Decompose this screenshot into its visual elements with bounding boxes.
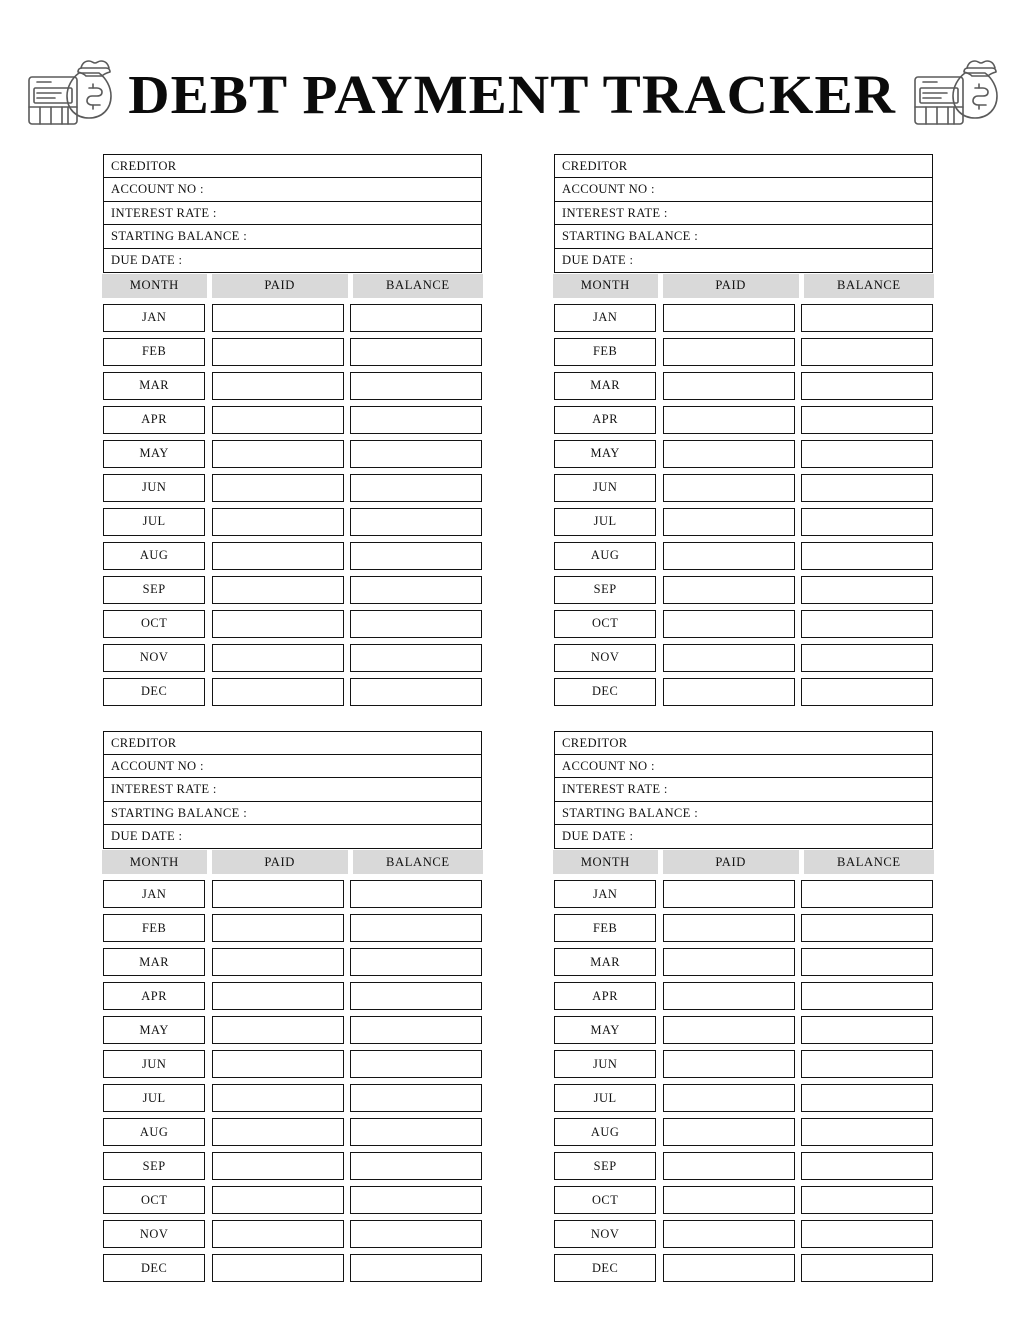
balance-input-cell[interactable]	[350, 914, 482, 942]
paid-input-cell[interactable]	[663, 406, 795, 434]
paid-input-cell[interactable]	[663, 440, 795, 468]
paid-input-cell[interactable]	[663, 1152, 795, 1180]
due-date-field[interactable]	[554, 824, 933, 849]
balance-input-cell[interactable]	[801, 1254, 933, 1282]
table-row	[103, 982, 482, 1010]
month-cell: OCT	[554, 1186, 656, 1214]
paid-input-cell[interactable]	[663, 474, 795, 502]
table-row	[103, 1186, 482, 1214]
month-cell: DEC	[103, 678, 205, 706]
table-row	[103, 914, 482, 942]
tracker-blocks	[103, 154, 933, 1282]
table-row	[103, 1152, 482, 1180]
tracker-block-row-bottom	[103, 731, 933, 1283]
month-cell: SEP	[554, 576, 656, 604]
paid-input-cell[interactable]	[212, 542, 344, 570]
creditor-info-fields	[103, 154, 482, 273]
balance-input-cell[interactable]	[801, 338, 933, 366]
balance-input-cell[interactable]	[801, 474, 933, 502]
table-row	[103, 576, 482, 604]
paid-input-cell[interactable]	[663, 610, 795, 638]
month-cell: JUL	[554, 508, 656, 536]
month-cell: AUG	[554, 542, 656, 570]
paid-input-cell[interactable]	[212, 948, 344, 976]
tracker-block-1	[103, 154, 482, 706]
month-cell: MAR	[554, 948, 656, 976]
balance-input-cell[interactable]	[350, 948, 482, 976]
table-row	[554, 338, 933, 366]
table-row	[554, 508, 933, 536]
month-cell: DEC	[554, 678, 656, 706]
account-no-field[interactable]	[554, 177, 933, 202]
due-date-label: DUE DATE :	[111, 829, 183, 844]
paid-input-cell[interactable]	[663, 948, 795, 976]
due-date-field[interactable]	[554, 248, 933, 273]
paid-input-cell[interactable]	[663, 1118, 795, 1146]
starting-balance-field[interactable]	[103, 801, 482, 826]
balance-input-cell[interactable]	[350, 508, 482, 536]
account-no-field[interactable]	[103, 177, 482, 202]
paid-input-cell[interactable]	[663, 508, 795, 536]
page-header	[0, 48, 1024, 140]
month-cell: JUN	[103, 474, 205, 502]
creditor-field[interactable]	[554, 154, 933, 179]
table-header-row	[553, 850, 934, 874]
paid-input-cell[interactable]	[663, 1016, 795, 1044]
interest-rate-label: INTEREST RATE :	[562, 782, 668, 797]
creditor-info-fields	[554, 154, 933, 273]
creditor-info-fields	[103, 731, 482, 850]
balance-input-cell[interactable]	[801, 542, 933, 570]
month-cell: NOV	[554, 644, 656, 672]
table-row	[103, 542, 482, 570]
month-cell: FEB	[554, 914, 656, 942]
balance-input-cell[interactable]	[350, 406, 482, 434]
balance-input-cell[interactable]	[350, 1254, 482, 1282]
creditor-label: CREDITOR	[562, 735, 628, 750]
account-no-label: ACCOUNT NO :	[562, 182, 655, 197]
interest-rate-label: INTEREST RATE :	[111, 782, 217, 797]
account-no-label: ACCOUNT NO :	[111, 759, 204, 774]
balance-input-cell[interactable]	[350, 474, 482, 502]
starting-balance-field[interactable]	[554, 801, 933, 826]
money-bag-invoice-icon	[21, 55, 117, 133]
table-row	[554, 644, 933, 672]
column-header-paid: PAID	[212, 274, 348, 298]
table-row	[103, 1220, 482, 1248]
paid-input-cell[interactable]	[212, 1118, 344, 1146]
month-cell: APR	[103, 982, 205, 1010]
table-row	[554, 1254, 933, 1282]
balance-input-cell[interactable]	[801, 576, 933, 604]
column-header-paid: PAID	[663, 274, 799, 298]
month-cell: JUN	[554, 1050, 656, 1078]
balance-input-cell[interactable]	[350, 440, 482, 468]
paid-input-cell[interactable]	[212, 440, 344, 468]
table-row	[103, 678, 482, 706]
balance-input-cell[interactable]	[350, 1084, 482, 1112]
interest-rate-field[interactable]	[103, 777, 482, 802]
table-row	[103, 508, 482, 536]
balance-input-cell[interactable]	[801, 644, 933, 672]
month-cell: APR	[554, 982, 656, 1010]
month-cell: MAY	[554, 440, 656, 468]
table-header-row	[102, 850, 483, 874]
table-row	[554, 1016, 933, 1044]
column-header-month: MONTH	[102, 274, 207, 298]
starting-balance-field[interactable]	[103, 224, 482, 249]
paid-input-cell[interactable]	[663, 542, 795, 570]
balance-input-cell[interactable]	[801, 948, 933, 976]
balance-input-cell[interactable]	[350, 1152, 482, 1180]
table-row	[103, 644, 482, 672]
balance-input-cell[interactable]	[801, 372, 933, 400]
paid-input-cell[interactable]	[663, 1186, 795, 1214]
month-cell: OCT	[103, 1186, 205, 1214]
balance-input-cell[interactable]	[801, 610, 933, 638]
table-row	[103, 440, 482, 468]
starting-balance-label: STARTING BALANCE :	[111, 805, 248, 820]
balance-input-cell[interactable]	[801, 914, 933, 942]
paid-input-cell[interactable]	[663, 982, 795, 1010]
table-row	[554, 610, 933, 638]
month-cell: MAY	[103, 440, 205, 468]
balance-input-cell[interactable]	[350, 644, 482, 672]
paid-input-cell[interactable]	[663, 1220, 795, 1248]
starting-balance-label: STARTING BALANCE :	[562, 805, 699, 820]
tracker-block-row-top	[103, 154, 933, 706]
balance-input-cell[interactable]	[801, 440, 933, 468]
month-cell: NOV	[103, 644, 205, 672]
account-no-field[interactable]	[554, 754, 933, 779]
month-cell: OCT	[103, 610, 205, 638]
month-cell: JUL	[103, 508, 205, 536]
paid-input-cell[interactable]	[212, 610, 344, 638]
table-row	[554, 542, 933, 570]
balance-input-cell[interactable]	[801, 880, 933, 908]
paid-input-cell[interactable]	[663, 304, 795, 332]
month-cell: SEP	[103, 1152, 205, 1180]
starting-balance-label: STARTING BALANCE :	[111, 229, 248, 244]
table-row	[103, 304, 482, 332]
month-cell: SEP	[554, 1152, 656, 1180]
column-header-month: MONTH	[553, 850, 658, 874]
month-cell: JAN	[103, 880, 205, 908]
money-bag-invoice-icon	[907, 55, 1003, 133]
balance-input-cell[interactable]	[350, 610, 482, 638]
paid-input-cell[interactable]	[212, 304, 344, 332]
balance-input-cell[interactable]	[801, 304, 933, 332]
balance-input-cell[interactable]	[801, 508, 933, 536]
creditor-label: CREDITOR	[562, 159, 628, 173]
account-no-field[interactable]	[103, 754, 482, 779]
balance-input-cell[interactable]	[801, 406, 933, 434]
month-cell: MAR	[103, 948, 205, 976]
paid-input-cell[interactable]	[663, 678, 795, 706]
balance-input-cell[interactable]	[801, 1050, 933, 1078]
paid-input-cell[interactable]	[663, 1050, 795, 1078]
balance-input-cell[interactable]	[801, 1220, 933, 1248]
balance-input-cell[interactable]	[350, 542, 482, 570]
balance-input-cell[interactable]	[350, 372, 482, 400]
paid-input-cell[interactable]	[663, 1084, 795, 1112]
balance-input-cell[interactable]	[350, 678, 482, 706]
paid-input-cell[interactable]	[663, 372, 795, 400]
month-cell: JAN	[554, 880, 656, 908]
month-cell: DEC	[103, 1254, 205, 1282]
balance-input-cell[interactable]	[350, 1186, 482, 1214]
paid-input-cell[interactable]	[663, 1254, 795, 1282]
month-cell: FEB	[103, 338, 205, 366]
column-header-balance: BALANCE	[804, 274, 934, 298]
table-row	[103, 406, 482, 434]
interest-rate-label: INTEREST RATE :	[111, 205, 217, 220]
table-row	[103, 1016, 482, 1044]
month-cell: AUG	[103, 542, 205, 570]
balance-input-cell[interactable]	[350, 982, 482, 1010]
due-date-label: DUE DATE :	[111, 252, 183, 267]
table-row	[554, 576, 933, 604]
table-row	[554, 914, 933, 942]
balance-input-cell[interactable]	[801, 982, 933, 1010]
paid-input-cell[interactable]	[212, 1220, 344, 1248]
table-row	[103, 1084, 482, 1112]
paid-input-cell[interactable]	[212, 644, 344, 672]
balance-input-cell[interactable]	[801, 1016, 933, 1044]
table-row	[554, 1050, 933, 1078]
table-row	[554, 474, 933, 502]
month-cell: MAR	[554, 372, 656, 400]
balance-input-cell[interactable]	[350, 338, 482, 366]
column-header-month: MONTH	[102, 850, 207, 874]
balance-input-cell[interactable]	[801, 1152, 933, 1180]
table-row	[103, 948, 482, 976]
table-row	[554, 1152, 933, 1180]
month-cell: NOV	[554, 1220, 656, 1248]
creditor-field[interactable]	[103, 731, 482, 756]
paid-input-cell[interactable]	[212, 338, 344, 366]
balance-input-cell[interactable]	[801, 678, 933, 706]
paid-input-cell[interactable]	[212, 406, 344, 434]
balance-input-cell[interactable]	[350, 576, 482, 604]
due-date-label: DUE DATE :	[562, 252, 634, 267]
table-row	[554, 1118, 933, 1146]
table-row	[103, 1254, 482, 1282]
column-header-balance: BALANCE	[353, 274, 483, 298]
table-row	[554, 948, 933, 976]
month-cell: JAN	[554, 304, 656, 332]
month-cell: MAY	[554, 1016, 656, 1044]
creditor-info-fields	[554, 731, 933, 850]
table-row	[103, 880, 482, 908]
table-row	[554, 406, 933, 434]
table-row	[554, 1084, 933, 1112]
tracker-block-3	[103, 731, 482, 1283]
column-header-paid: PAID	[663, 850, 799, 874]
month-cell: MAY	[103, 1016, 205, 1044]
balance-input-cell[interactable]	[350, 304, 482, 332]
paid-input-cell[interactable]	[212, 372, 344, 400]
balance-input-cell[interactable]	[801, 1084, 933, 1112]
due-date-label: DUE DATE :	[562, 829, 634, 844]
paid-input-cell[interactable]	[212, 1152, 344, 1180]
month-cell: FEB	[103, 914, 205, 942]
table-header-row	[553, 274, 934, 298]
month-cell: OCT	[554, 610, 656, 638]
balance-input-cell[interactable]	[350, 1016, 482, 1044]
table-row	[554, 982, 933, 1010]
balance-input-cell[interactable]	[801, 1186, 933, 1214]
paid-input-cell[interactable]	[212, 1084, 344, 1112]
month-cell: JUN	[554, 474, 656, 502]
interest-rate-label: INTEREST RATE :	[562, 205, 668, 220]
month-cell: DEC	[554, 1254, 656, 1282]
paid-input-cell[interactable]	[212, 880, 344, 908]
paid-input-cell[interactable]	[212, 508, 344, 536]
column-header-month: MONTH	[553, 274, 658, 298]
paid-input-cell[interactable]	[212, 1254, 344, 1282]
balance-input-cell[interactable]	[350, 1050, 482, 1078]
month-cell: MAR	[103, 372, 205, 400]
page-title: DEBT PAYMENT TRACKER	[128, 63, 896, 125]
interest-rate-field[interactable]	[103, 201, 482, 226]
paid-input-cell[interactable]	[663, 914, 795, 942]
month-cell: SEP	[103, 576, 205, 604]
paid-input-cell[interactable]	[663, 644, 795, 672]
creditor-label: CREDITOR	[111, 735, 177, 750]
tracker-block-4	[554, 731, 933, 1283]
balance-input-cell[interactable]	[801, 1118, 933, 1146]
month-cell: NOV	[103, 1220, 205, 1248]
month-cell: FEB	[554, 338, 656, 366]
paid-input-cell[interactable]	[212, 982, 344, 1010]
balance-input-cell[interactable]	[350, 1220, 482, 1248]
table-row	[103, 1118, 482, 1146]
balance-input-cell[interactable]	[350, 880, 482, 908]
month-cell: JUL	[554, 1084, 656, 1112]
month-cell: JUN	[103, 1050, 205, 1078]
interest-rate-field[interactable]	[554, 777, 933, 802]
paid-input-cell[interactable]	[212, 914, 344, 942]
paid-input-cell[interactable]	[663, 880, 795, 908]
creditor-label: CREDITOR	[111, 159, 177, 173]
table-row	[103, 474, 482, 502]
table-row	[103, 1050, 482, 1078]
table-row	[554, 1186, 933, 1214]
paid-input-cell[interactable]	[212, 576, 344, 604]
month-cell: JUL	[103, 1084, 205, 1112]
table-row	[103, 372, 482, 400]
paid-input-cell[interactable]	[212, 1186, 344, 1214]
account-no-label: ACCOUNT NO :	[562, 759, 655, 774]
creditor-field[interactable]	[554, 731, 933, 756]
starting-balance-label: STARTING BALANCE :	[562, 229, 699, 244]
creditor-field[interactable]	[103, 154, 482, 179]
month-cell: AUG	[103, 1118, 205, 1146]
column-header-paid: PAID	[212, 850, 348, 874]
due-date-field[interactable]	[103, 824, 482, 849]
table-row	[554, 678, 933, 706]
month-cell: JAN	[103, 304, 205, 332]
paid-input-cell[interactable]	[212, 1016, 344, 1044]
balance-input-cell[interactable]	[350, 1118, 482, 1146]
month-cell: AUG	[554, 1118, 656, 1146]
table-row	[554, 880, 933, 908]
month-cell: APR	[554, 406, 656, 434]
paid-input-cell[interactable]	[212, 678, 344, 706]
table-row	[554, 1220, 933, 1248]
table-row	[554, 304, 933, 332]
table-row	[103, 610, 482, 638]
paid-input-cell[interactable]	[212, 1050, 344, 1078]
table-row	[103, 338, 482, 366]
due-date-field[interactable]	[103, 248, 482, 273]
interest-rate-field[interactable]	[554, 201, 933, 226]
paid-input-cell[interactable]	[663, 576, 795, 604]
paid-input-cell[interactable]	[663, 338, 795, 366]
table-row	[554, 440, 933, 468]
starting-balance-field[interactable]	[554, 224, 933, 249]
column-header-balance: BALANCE	[353, 850, 483, 874]
paid-input-cell[interactable]	[212, 474, 344, 502]
month-cell: APR	[103, 406, 205, 434]
table-row	[554, 372, 933, 400]
account-no-label: ACCOUNT NO :	[111, 182, 204, 197]
table-header-row	[102, 274, 483, 298]
column-header-balance: BALANCE	[804, 850, 934, 874]
tracker-block-2	[554, 154, 933, 706]
